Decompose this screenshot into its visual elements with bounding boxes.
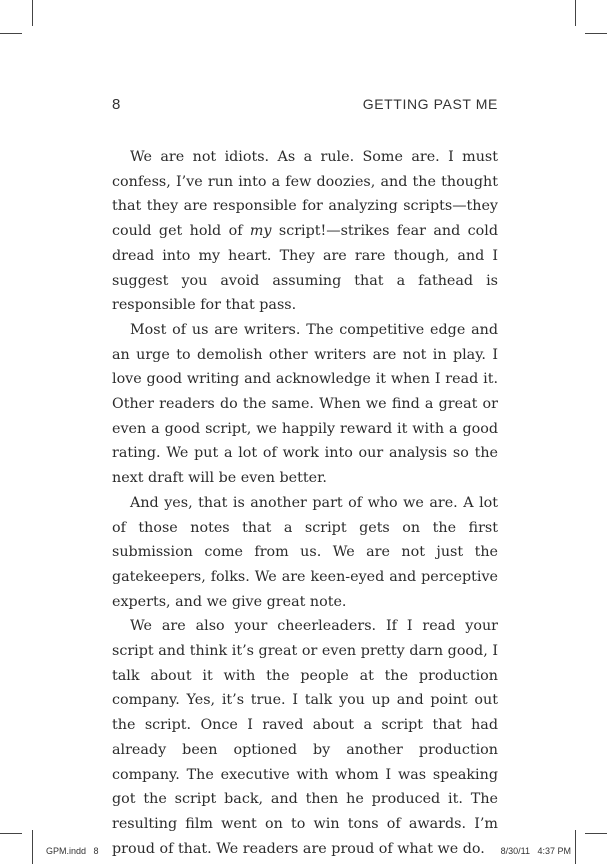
running-head	[112, 96, 498, 116]
crop-mark-top-right-horizontal	[585, 33, 607, 34]
crop-mark-top-left	[32, 0, 33, 26]
crop-mark-bottom-right-horizontal	[585, 833, 607, 834]
paragraph: And yes, that is another part of who we are. A lot of those notes that a script gets on the first submission come from us. We are not just the gatekeepers, folks. We are keen-eyed and perceptive experts, and we give great note.	[112, 494, 498, 610]
paragraph: Most of us are writers. The competitive edge and an urge to demolish other writers are not in play. I love good writing and acknowledge it when I read it. Other readers do the same. When we find a great or even a good script, we happily reward it with a good rating. We put a lot of work into our analysis so the next draft will be even better.	[112, 321, 498, 487]
emphasized-word: my	[249, 223, 272, 240]
crop-mark-bottom-left	[32, 830, 33, 864]
crop-mark-bottom-left-horizontal	[0, 833, 22, 834]
paragraph-text: We are not idiots. As a rule. Some are. I must confess, I’ve run into a few doozies, and the thought that they are responsible for analyzing scripts—they could get hold of	[112, 149, 498, 240]
slug-timestamp: 8/30/11 4:37 PM	[500, 846, 571, 856]
paragraph: We are also your cheerleaders. If I read your script and think it’s great or even pretty darn good, I talk about it with the people at the production company. Yes, it’s true. I talk you up and point out the script. Once I raved about a script that had already been optioned by another production company. The executive with whom I was speaking got the script back, and then he produced it. The resulting film went on to win tons of awards. I’m proud of that. We readers are proud of what we do.	[112, 618, 498, 857]
paragraph	[112, 145, 498, 318]
crop-mark-top-right	[575, 0, 576, 26]
crop-mark-top-left-horizontal	[0, 33, 22, 34]
slug-filename: GPM.indd 8	[46, 846, 99, 856]
page-number: 8	[112, 96, 121, 113]
body-text	[112, 145, 498, 861]
paragraph-text: script!—strikes fear and cold dread into my heart. They are rare though, and I suggest you avoid assuming that a fathead is responsible for that pass.	[112, 223, 498, 314]
book-title: GETTING PAST ME	[362, 96, 498, 112]
crop-mark-bottom-right	[575, 830, 576, 864]
